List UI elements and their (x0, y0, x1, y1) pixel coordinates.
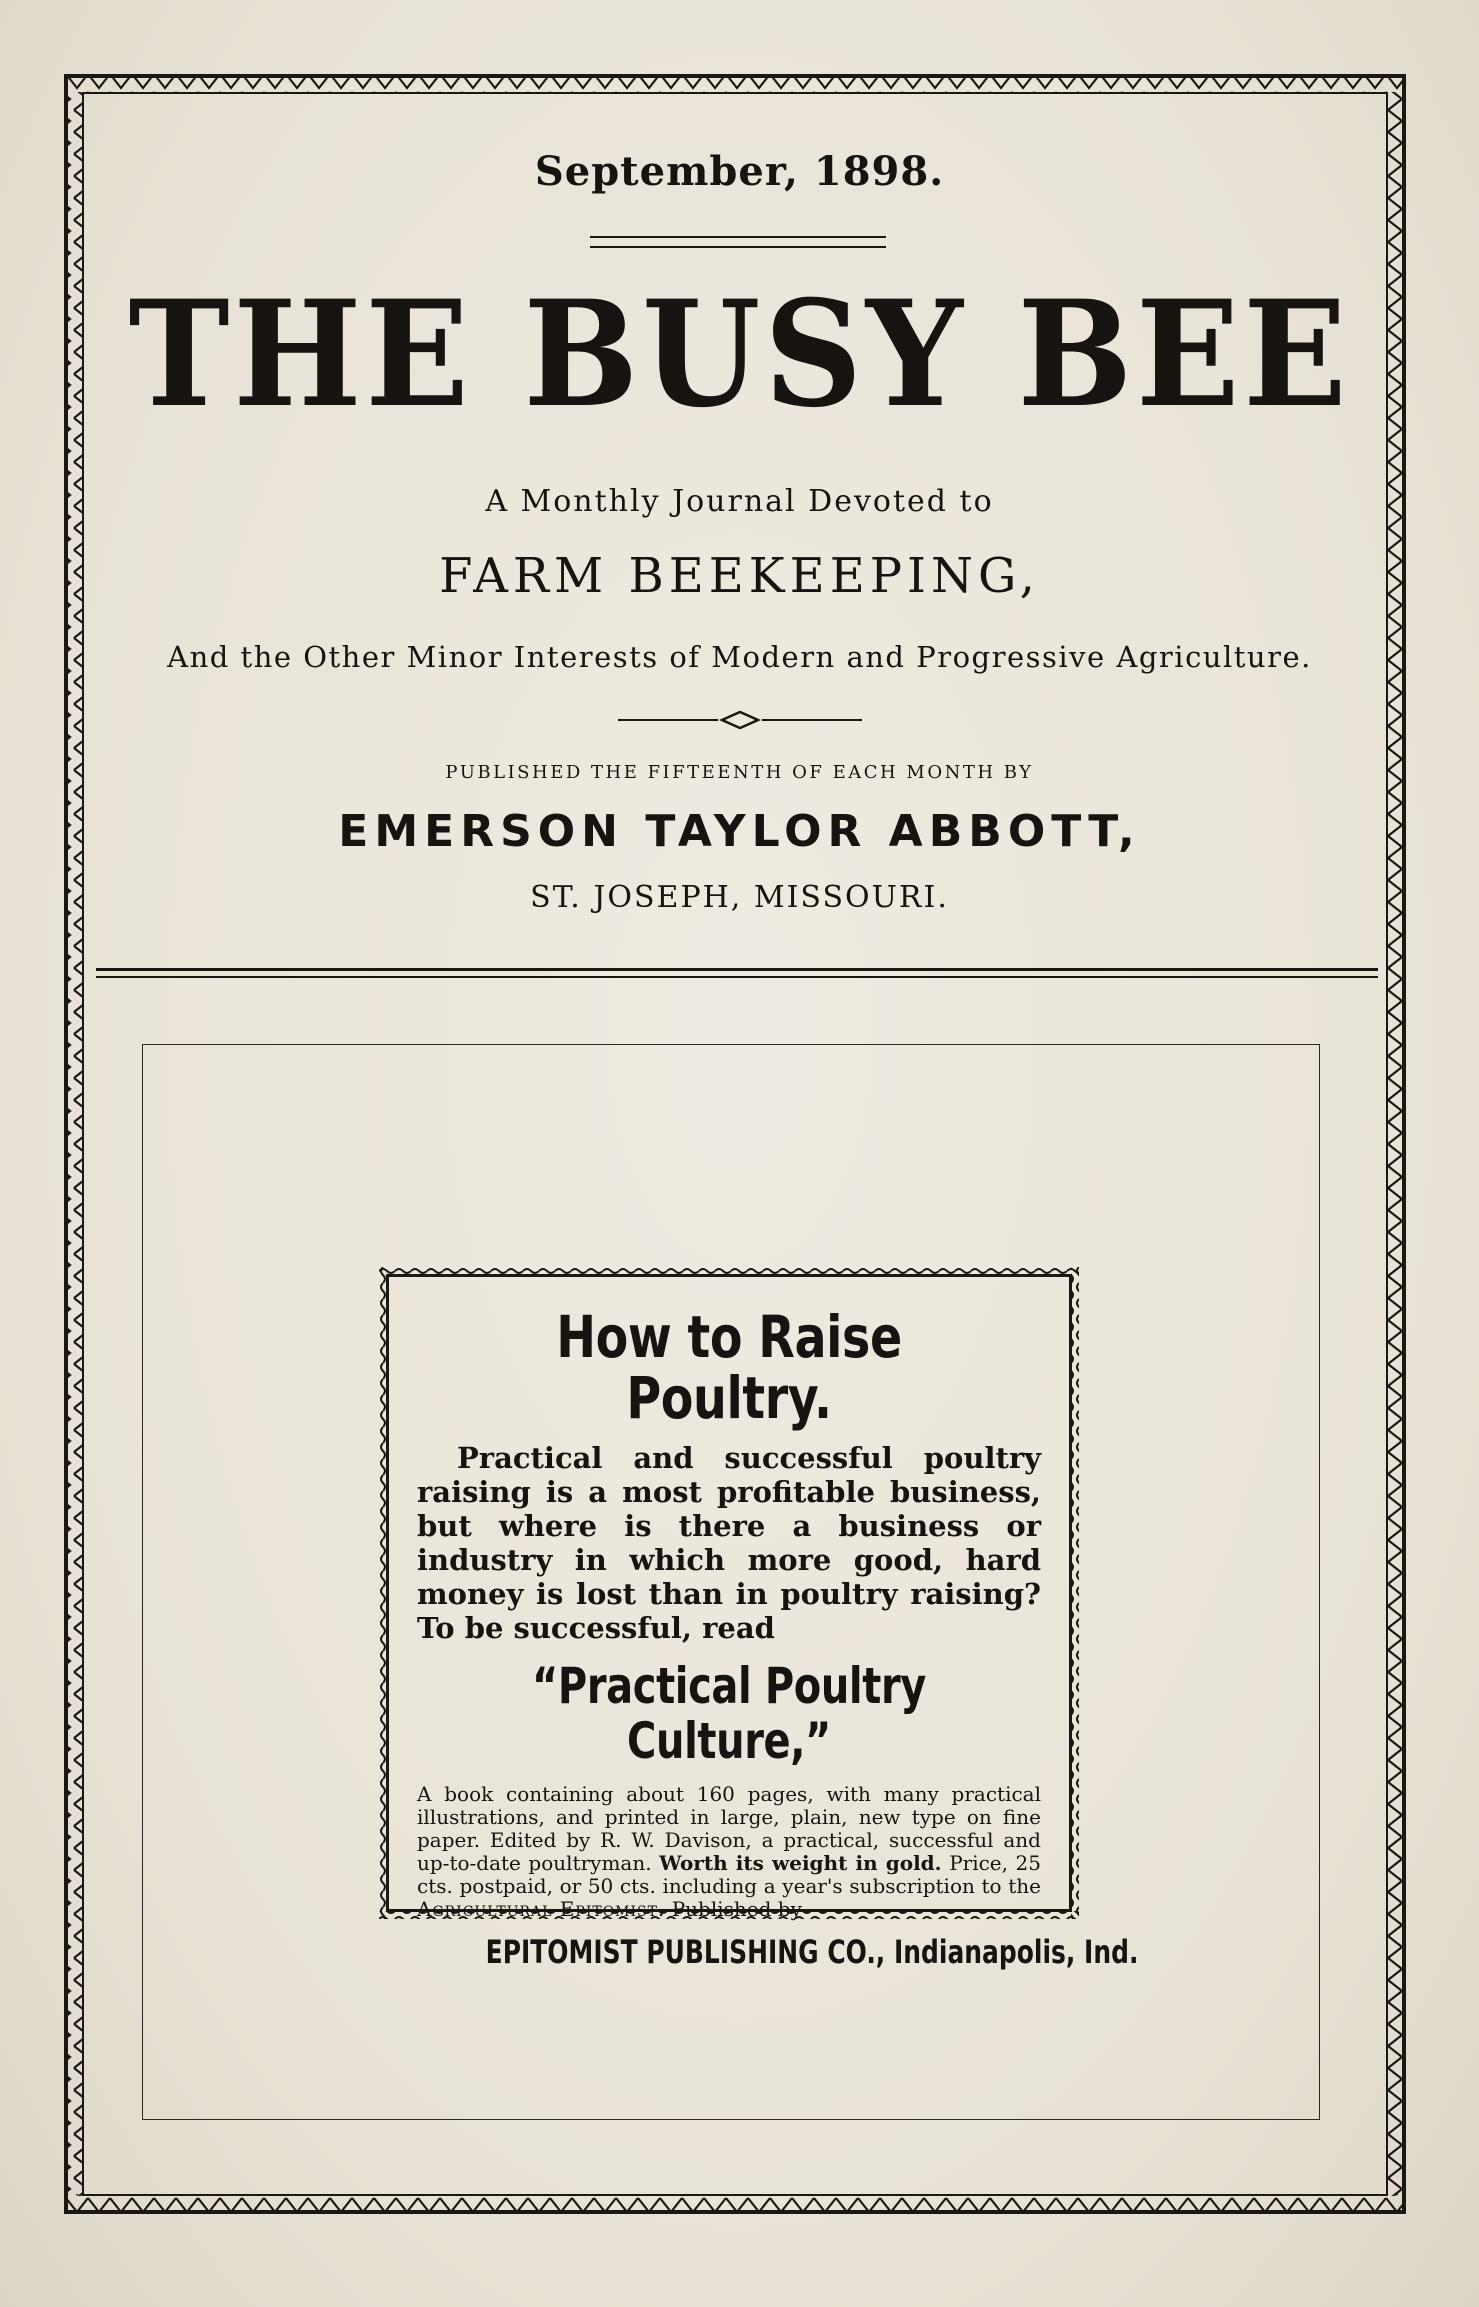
ad-description (417, 1783, 1041, 1921)
ad-description-price: Price, 25 cts. postpaid, or 50 cts. including a year's subscription to the (417, 1850, 1041, 1898)
publisher-name: EMERSON TAYLOR ABBOTT, (338, 806, 1141, 857)
double-rule (590, 236, 886, 248)
section-rule (96, 968, 1378, 978)
diamond-divider (618, 708, 862, 732)
ad-description-emphasis: Worth its weight in gold. (659, 1850, 942, 1875)
masthead-subtitle: A Monthly Journal Devoted to (485, 484, 994, 519)
ad-publisher-line: EPITOMIST PUBLISHING CO., Indianapolis, Ind. (485, 1932, 1139, 1971)
published-line: PUBLISHED THE FIFTEENTH OF EACH MONTH BY (445, 762, 1034, 783)
ad-body: Practical and successful poultry raising is a most profitable business, but where is there a business or industry in which more good, hard money is lost than in poultry raising? To be successful, read (417, 1440, 1041, 1645)
publisher-place: ST. JOSEPH, MISSOURI. (530, 880, 949, 915)
ad-description-published-by: Published by (671, 1896, 802, 1921)
ad-book-title: “Practical Poultry Culture,” (532, 1656, 926, 1770)
issue-date: September, 1898. (534, 148, 945, 195)
poultry-advertisement (386, 1274, 1139, 1971)
ad-description-journal: Agricultural Epitomist. (417, 1896, 666, 1921)
masthead-title: THE BUSY BEE (128, 269, 1351, 440)
ad-description-intro: A book containing about 160 pages, with many practical illustrations, and printed in large, plain, new type on fine paper. Edited by R. W. Davison, a practical, successful and up-to-date poultryman. (417, 1781, 1041, 1875)
ad-headline: How to Raise Poultry. (556, 1303, 902, 1432)
masthead-topic: FARM BEEKEEPING, (439, 548, 1040, 604)
minor-interests: And the Other Minor Interests of Modern and Progressive Agriculture. (167, 640, 1312, 674)
